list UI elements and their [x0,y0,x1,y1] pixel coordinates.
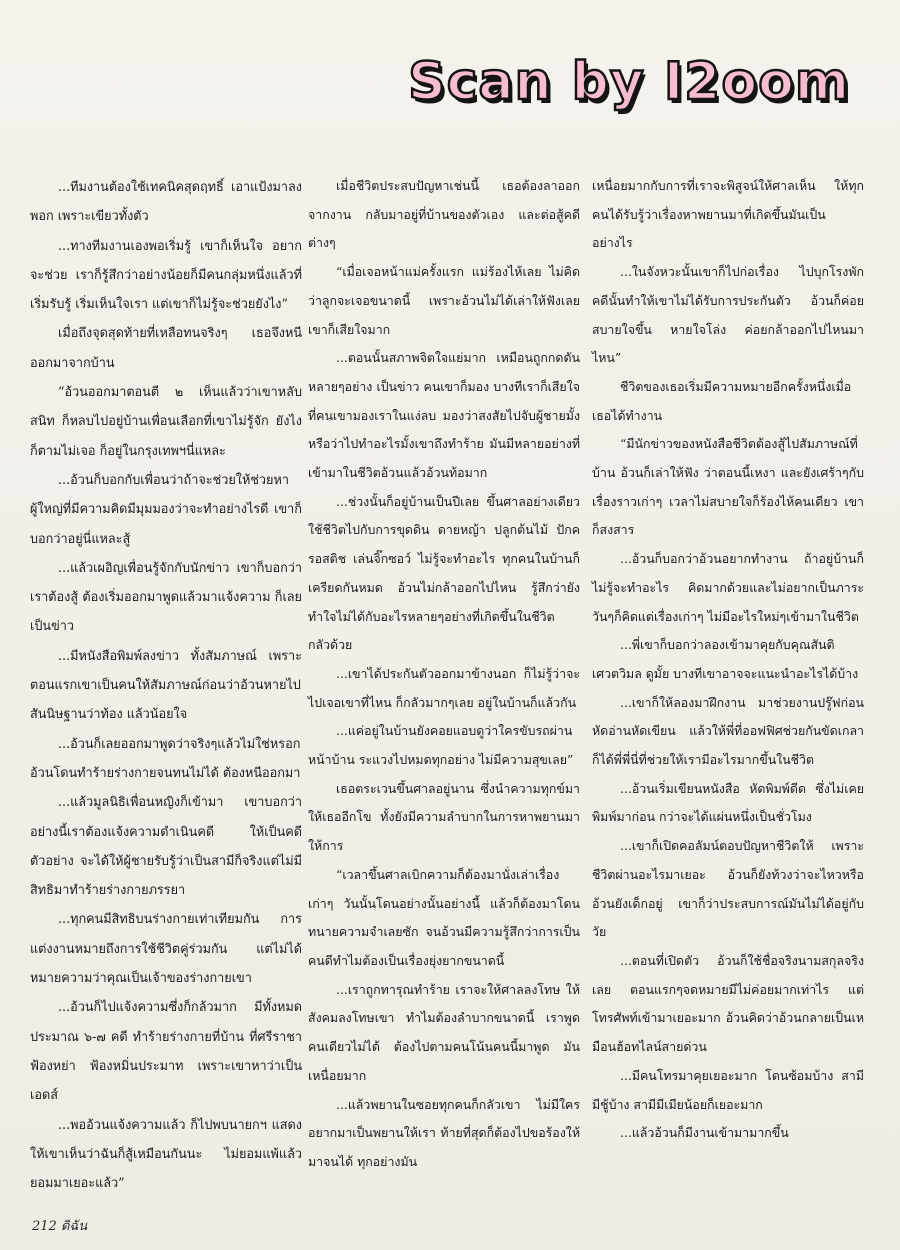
paragraph: ...แล้วพยานในซอยทุกคนก็กลัวเขา ไม่มีใครอยากมาเป็นพยานให้เรา ท้ายที่สุดก็ต้องไปขอร้องให้มาจนได้ ทุกอย่างมัน [308,1096,580,1169]
paragraph: “มีนักข่าวของหนังสือชีวิตต้องสู้ไปสัมภาษณ์ที่บ้าน อ้วนก็เล่าให้ฟัง ว่าตอนนี้เหงา และยังเศร้าๆกับเรื่องราวเก่าๆ เวลาไม่สบายใจก็ร้องไห้คนเดียว เขาก็สงสาร [592,436,864,538]
paragraph: ...ทางทีมงานเองพอเริ่มรู้ เขาก็เห็นใจ อยากจะช่วย เราก็รู้สึกว่าอย่างน้อยก็มีคนกลุ่มหนึ่งแล้วที่เริ่มรับรู้ เริ่มเห็นใจเรา แต่เขาก็ไม่รู้จะช่วยยังไง” [30,237,302,312]
paragraph: ...อ้วนก็บอกว่าอ้วนอยากทำงาน ถ้าอยู่บ้านก็ไม่รู้จะทำอะไร คิดมากด้วยและไม่อยากเป็นภาระ วันๆก็คิดแต่เรื่องเก่าๆ ไม่มีอะไรใหม่ๆเข้ามาในชีวิต [592,551,864,624]
paragraph: ...พออ้วนแจ้งความแล้ว ก็ไปพบนายกฯ แสดงให้เขาเห็นว่าฉันก็สู้เหมือนกันนะ ไม่ยอมแพ้แล้ว ยอมมาเยอะแล้ว” [30,1116,302,1191]
paragraph: ...อ้วนก็บอกกับเพื่อนว่าถ้าจะช่วยให้ช่วยหาผู้ใหญ่ที่มีความคิดมีมุมมองว่าจะทำอย่างไรดี เขาก็บอกว่าอยู่นี่แหละสู้ [30,471,302,546]
paragraph: ...อ้วนก็เลยออกมาพูดว่าจริงๆแล้วไม่ใช่หรอก อ้วนโดนทำร้ายร่างกายจนทนไม่ได้ ต้องหนีออกมา [30,735,301,780]
paragraph: ...ช่วงนั้นก็อยู่บ้านเป็นปีเลย ขึ้นศาลอย่างเดียว ใช้ชีวิตไปกับการขุดดิน ดายหญ้า ปลูกต้นไม้ ปักครอสติช เล่นจิ๊กซอว์ ไม่รู้จะทำอะไร ทุกคนในบ้านก็เครียดกันหมด อ้วนไม่กล้าออกไปไหน รู้สึกว่ายังทำใจไม่ได้กับอะไรหลายๆอย่างที่เกิดขึ้นในชีวิต กลัวด้วย [308,493,580,653]
paragraph: ...ทุกคนมีสิทธิบนร่างกายเท่าเทียมกัน การแต่งงานหมายถึงการใช้ชีวิตคู่ร่วมกัน แต่ไม่ได้หมายความว่าคุณเป็นเจ้าของร่างกายเขา [30,911,302,986]
paragraph: ชีวิตของเธอเริ่มมีความหมายอีกครั้งหนึ่งเมื่อเธอได้ทำงาน [592,378,852,423]
paragraph: ...มีหนังสือพิมพ์ลงข่าว ทั้งสัมภาษณ์ เพราะตอนแรกเขาเป็นคนให้สัมภาษณ์ก่อนว่าอ้วนหายไป สันนิษฐานว่าท้อง แล้วน้อยใจ [30,647,302,722]
text-column-3 [592,172,864,1148]
paragraph: ...ตอนที่เปิดตัว อ้วนก็ใช้ชื่อจริงนามสกุลจริงเลย ตอนแรกๆจดหมายมีไม่ค่อยมากเท่าไร แต่โทรศัพท์เข้ามาเยอะมาก อ้วนคิดว่าอ้วนกลายเป็นเหมือนฮ้อทไลน์สายด่วน [592,952,864,1055]
paragraph: ...ตอนนั้นสภาพจิตใจแย่มาก เหมือนถูกกดดันหลายๆอย่าง เป็นข่าว คนเขาก็มอง บางทีเราก็เสียใจที่คนเขามองเราในแง่ลบ มองว่าสงสัยไปจับผู้ชายมั้ง หรือว่าไปทำอะไรมั้งเขาถึงทำร้าย มันมีหลายอย่างที่เข้ามาในชีวิตอ้วนแล้วอ้วนท้อมาก [308,350,580,481]
paragraph: ...เขาก็ให้ลองมาฝึกงาน มาช่วยงานปรู๊ฟก่อน หัดอ่านหัดเขียน แล้วให้พี่ที่ออฟฟิศช่วยกันขัดเกลา ก็ได้พี่พี่นี่ที่ช่วยให้เรามีอะไรมากขึ้นในชีวิต [592,694,864,768]
text-column-2 [308,172,580,1177]
paragraph: ...แล้วมูลนิธิเพื่อนหญิงก็เข้ามา เขาบอกว่าอย่างนี้เราต้องแจ้งความดำเนินคดี ให้เป็นคดีตัวอย่าง จะได้ให้ผู้ชายรับรู้ว่าเป็นสามีก็จริงแต่ไม่มีสิทธิมาทำร้ายร่างกายภรรยา [30,794,302,898]
paragraph: ...ในจังหวะนั้นเขาก็ไปก่อเรื่อง ไปบุกโรงพัก คดีนั้นทำให้เขาไม่ได้รับการประกันตัว อ้วนก็ค่อยสบายใจขึ้น หายใจโล่ง ค่อยกล้าออกไปไหนมาไหน” [592,264,864,366]
paragraph: ...แล้วเผอิญเพื่อนรู้จักกับนักข่าว เขาก็บอกว่าเราต้องสู้ ต้องเริ่มออกมาพูดแล้วมาแจ้งความ ก็เลยเป็นข่าว [30,559,302,634]
paragraph: “เมื่อเจอหน้าแม่ครั้งแรก แม่ร้องไห้เลย ไม่คิดว่าลูกจะเจอขนาดนี้ เพราะอ้วนไม่ได้เล่าให้ฟังเลย เขาก็เสียใจมาก [308,264,580,337]
paragraph: ...เขาได้ประกันตัวออกมาข้างนอก ก็ไม่รู้ว่าจะไปเจอเขาที่ไหน ก็กลัวมากๆเลย อยู่ในบ้านก็แล้วกัน [308,665,580,710]
paragraph: ...แล้วอ้วนก็มีงานเข้ามามากขึ้น [620,1125,789,1141]
paragraph: “อ้วนออกมาตอนตี ๒ เห็นแล้วว่าเขาหลับสนิท ก็หลบไปอยู่บ้านเพื่อนเลือกที่เขาไม่รู้จัก ยังไงก็ตามไม่เจอ ก็อยู่ในกรุงเทพฯนี่แหละ [30,384,302,458]
paragraph: “เวลาขึ้นศาลเบิกความก็ต้องมานั่งเล่าเรื่องเก่าๆ วันนั้นโดนอย่างนั้นอย่างนี้ แล้วก็ต้องมาโดนทนายความจำเลยซัก จนอ้วนมีความรู้สึกว่าการเป็นคนดีทำไมต้องเป็นเรื่องยุ่งยากขนาดนี้ [308,866,580,968]
paragraph: เมื่อชีวิตประสบปัญหาเช่นนี้ เธอต้องลาออกจากงาน กลับมาอยู่ที่บ้านของตัวเอง และต่อสู้คดีต่างๆ [308,178,580,251]
paragraph: ...พี่เขาก็บอกว่าลองเข้ามาคุยกับคุณสันติ เศวตวิมล ดูมั้ย บางทีเขาอาจจะแนะนำอะไรได้บ้าง [592,637,859,681]
paragraph: ...แค่อยู่ในบ้านยังคอยแอบดูว่าใครขับรถผ่านหน้าบ้าน ระแวงไปหมดทุกอย่าง ไม่มีความสุขเลย” [308,723,574,768]
paragraph: ...เราถูกทารุณทำร้าย เราจะให้ศาลลงโทษ ให้สังคมลงโทษเขา ทำไมต้องลำบากขนาดนี้ เราพูดคนเดียวไม่ได้ ต้องไปตามคนโน้นคนนี้มาพูด มันเหนื่อยมาก [308,981,580,1083]
paragraph: ...มีคนโทรมาคุยเยอะมาก โดนซ้อมบ้าง สามีมีชู้บ้าง สามีมีเมียน้อยก็เยอะมาก [592,1067,864,1112]
paragraph: เมื่อถึงจุดสุดท้ายที่เหลือทนจริงๆ เธอจึงหนีออกมาจากบ้าน [30,325,302,370]
text-column-1 [30,172,302,1197]
paragraph: ...อ้วนก็ไปแจ้งความซึ่งก็กล้วมาก มีทั้งหมดประมาณ ๖-๗ คดี ทำร้ายร่างกายที่บ้าน ที่ศรีราชา ฟ้องหย่า ฟ้องหมิ่นประมาท เพราะเขาหาว่าเป็นเอดส์ [30,999,302,1103]
paragraph: เหนื่อยมากกับการที่เราจะพิสูจน์ให้ศาลเห็น ให้ทุกคนได้รับรู้ว่าเรื่องหาพยานมาที่เกิดขึ้นมันเป็นอย่างไร [592,178,864,251]
paragraph: ...เขาก็เปิดคอลัมน์ตอบปัญหาชีวิตให้ เพราะชีวิตผ่านอะไรมาเยอะ อ้วนก็ยังท้วงว่าจะไหวหรือ อ้วนยังเด็กอยู่ เขาก็ว่าประสบการณ์มันไม่ได้อยู่กับวัย [592,838,864,940]
scan-watermark: Scan by I2oom [408,52,850,112]
page-footer: 212 ดิฉัน [32,1219,88,1234]
paragraph: ...อ้วนเริ่มเขียนหนังสือ หัดพิมพ์ดีด ซึ่งไม่เคยพิมพ์มาก่อน กว่าจะได้แผ่นหนึ่งเป็นชั่วโมง [592,780,864,825]
paragraph: เธอตระเวนขึ้นศาลอยู่นาน ซึ่งนำความทุกข์มาให้เธออีกโข ทั้งยังมีความลำบากในการหาพยานมาให้การ [308,780,580,854]
paragraph: ...ทีมงานต้องใช้เทคนิคสุดฤทธิ์ เอาแป้งมาลงพอก เพราะเขียวทั้งตัว [30,179,302,224]
